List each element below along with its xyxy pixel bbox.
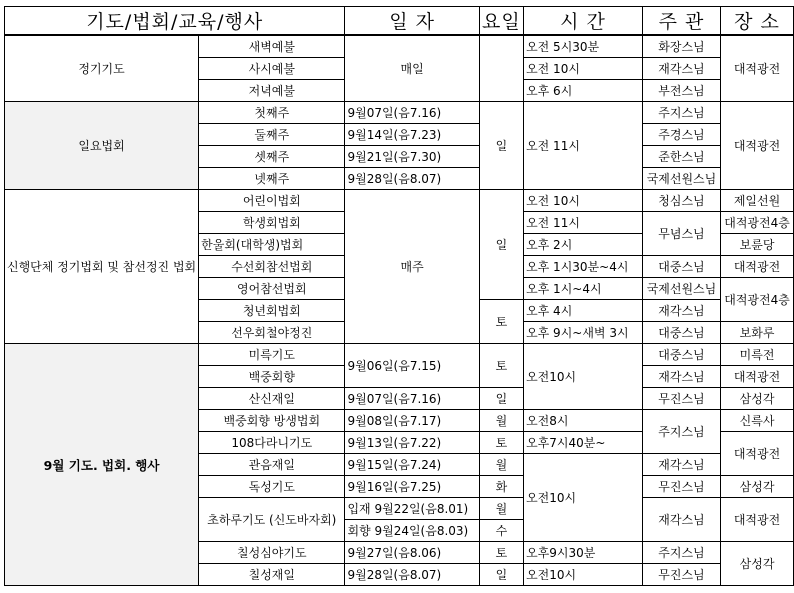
- table-row: [5, 344, 794, 366]
- event-date: 9월15일(음7.24): [345, 454, 479, 476]
- event-time: 오전10시: [524, 564, 643, 586]
- event-name: 학생회법회: [199, 212, 345, 234]
- event-date: 9월28일(음8.07): [345, 168, 479, 190]
- event-place: 대적광전: [721, 498, 794, 542]
- event-date: 9월14일(음7.23): [345, 124, 479, 146]
- event-host: 재각스님: [642, 58, 720, 80]
- event-place: 대적광전: [721, 366, 794, 388]
- event-time: 오후9시30분: [524, 542, 643, 564]
- event-name: 칠성심야기도: [199, 542, 345, 564]
- event-place: 대적광전: [721, 432, 794, 476]
- event-name: 한울회(대학생)법회: [199, 234, 345, 256]
- event-day: 토: [479, 432, 523, 454]
- event-date: 9월07일(음7.16): [345, 388, 479, 410]
- event-name: 독성기도: [199, 476, 345, 498]
- event-day: 월: [479, 410, 523, 432]
- event-day: 토: [479, 542, 523, 564]
- event-date: 9월08일(음7.17): [345, 410, 479, 432]
- event-host: 재각스님: [642, 300, 720, 322]
- event-place: 미륵전: [721, 344, 794, 366]
- event-name: 미륵기도: [199, 344, 345, 366]
- header-day: 요일: [479, 7, 523, 36]
- event-name: 산신재일: [199, 388, 345, 410]
- event-name: 수선회참선법회: [199, 256, 345, 278]
- table-row: [5, 35, 794, 58]
- event-day: 일: [479, 388, 523, 410]
- event-host: 주지스님: [642, 102, 720, 124]
- header-time: 시 간: [524, 7, 643, 36]
- event-name: 108다라니기도: [199, 432, 345, 454]
- event-place: 보륜당: [721, 234, 794, 256]
- event-place: 삼성각: [721, 388, 794, 410]
- event-host: 화장스님: [642, 35, 720, 58]
- event-time: 오후 6시: [524, 80, 643, 102]
- event-time: 오전 11시: [524, 102, 643, 190]
- event-day: 일: [479, 102, 523, 190]
- event-day: 토: [479, 300, 523, 344]
- event-day: 월: [479, 454, 523, 476]
- event-host: 무진스님: [642, 476, 720, 498]
- group-label: 신행단체 정기법회 및 참선정진 법회: [5, 190, 199, 344]
- event-date: 회향 9월24일(음8.03): [345, 520, 479, 542]
- event-host: 무념스님: [642, 212, 720, 256]
- event-host: 무진스님: [642, 388, 720, 410]
- event-host: 국제선원스님: [642, 168, 720, 190]
- event-place: 대적광전4층: [721, 278, 794, 322]
- event-time: 오전8시: [524, 410, 643, 432]
- event-day: [479, 35, 523, 102]
- event-place: 삼성각: [721, 476, 794, 498]
- event-date: 9월07일(음7.16): [345, 102, 479, 124]
- event-host: 대중스님: [642, 322, 720, 344]
- event-name: 청년회법회: [199, 300, 345, 322]
- event-time: 오전10시: [524, 344, 643, 410]
- event-name: 선우회철야정진: [199, 322, 345, 344]
- event-time: 오전 5시30분: [524, 35, 643, 58]
- event-host: 부전스님: [642, 80, 720, 102]
- event-host: 무진스님: [642, 564, 720, 586]
- event-time: 오후7시40분~: [524, 432, 643, 454]
- event-host: 주지스님: [642, 410, 720, 454]
- event-place: 삼성각: [721, 542, 794, 586]
- event-host: 재각스님: [642, 366, 720, 388]
- event-time: 오후 4시: [524, 300, 643, 322]
- event-name: 넷째주: [199, 168, 345, 190]
- event-name: 관음재일: [199, 454, 345, 476]
- event-name: 칠성재일: [199, 564, 345, 586]
- group-label: 일요법회: [5, 102, 199, 190]
- event-time: 오후 2시: [524, 234, 643, 256]
- event-host: 청심스님: [642, 190, 720, 212]
- event-time: 오후 1시30분~4시: [524, 256, 643, 278]
- header-date: 일 자: [345, 7, 479, 36]
- table-row: [5, 102, 794, 124]
- event-name: 셋째주: [199, 146, 345, 168]
- group-label: 9월 기도. 법회. 행사: [5, 344, 199, 586]
- event-date: 9월16일(음7.25): [345, 476, 479, 498]
- event-date: 입재 9월22일(음8.01): [345, 498, 479, 520]
- event-day: 화: [479, 476, 523, 498]
- event-name: 사시예불: [199, 58, 345, 80]
- event-day: 월: [479, 498, 523, 520]
- event-name: 둘째주: [199, 124, 345, 146]
- event-name: 초하루기도 (신도바자회): [199, 498, 345, 542]
- header-host: 주 관: [642, 7, 720, 36]
- event-host: 국제선원스님: [642, 278, 720, 300]
- event-day: 일: [479, 190, 523, 300]
- event-place: 대적광전: [721, 35, 794, 102]
- event-name: 어린이법회: [199, 190, 345, 212]
- event-host: 재각스님: [642, 454, 720, 476]
- event-host: 재각스님: [642, 498, 720, 542]
- group-label: 정기기도: [5, 35, 199, 102]
- event-day: 토: [479, 344, 523, 388]
- header-row: [5, 7, 794, 36]
- event-time: 오후 9시~새벽 3시: [524, 322, 643, 344]
- event-date: 매주: [345, 190, 479, 344]
- event-name: 백중회향: [199, 366, 345, 388]
- event-date: 9월27일(음8.06): [345, 542, 479, 564]
- event-date: 9월13일(음7.22): [345, 432, 479, 454]
- event-date: 매일: [345, 35, 479, 102]
- event-name: 첫째주: [199, 102, 345, 124]
- event-time: 오전10시: [524, 454, 643, 542]
- event-host: 주지스님: [642, 542, 720, 564]
- event-time: 오후 1시~4시: [524, 278, 643, 300]
- event-time: 오전 10시: [524, 58, 643, 80]
- event-place: 제일선원: [721, 190, 794, 212]
- event-host: 준한스님: [642, 146, 720, 168]
- event-place: 대적광전4층: [721, 212, 794, 234]
- table-row: [5, 190, 794, 212]
- event-name: 영어참선법회: [199, 278, 345, 300]
- header-place: 장 소: [721, 7, 794, 36]
- event-day: 수: [479, 520, 523, 542]
- event-name: 저녁예불: [199, 80, 345, 102]
- event-place: 대적광전: [721, 102, 794, 190]
- event-date: 9월21일(음7.30): [345, 146, 479, 168]
- event-host: 대중스님: [642, 344, 720, 366]
- event-date: 9월28일(음8.07): [345, 564, 479, 586]
- event-host: 주경스님: [642, 124, 720, 146]
- event-time: 오전 10시: [524, 190, 643, 212]
- event-day: 일: [479, 564, 523, 586]
- schedule-table: [4, 6, 794, 586]
- event-place: 대적광전: [721, 256, 794, 278]
- event-place: 신륵사: [721, 410, 794, 432]
- event-name: 새벽예불: [199, 35, 345, 58]
- event-name: 백중회향 방생법회: [199, 410, 345, 432]
- event-time: 오전 11시: [524, 212, 643, 234]
- event-place: 보화루: [721, 322, 794, 344]
- header-event: 기도/법회/교육/행사: [5, 7, 345, 36]
- event-date: 9월06일(음7.15): [345, 344, 479, 388]
- event-host: 대중스님: [642, 256, 720, 278]
